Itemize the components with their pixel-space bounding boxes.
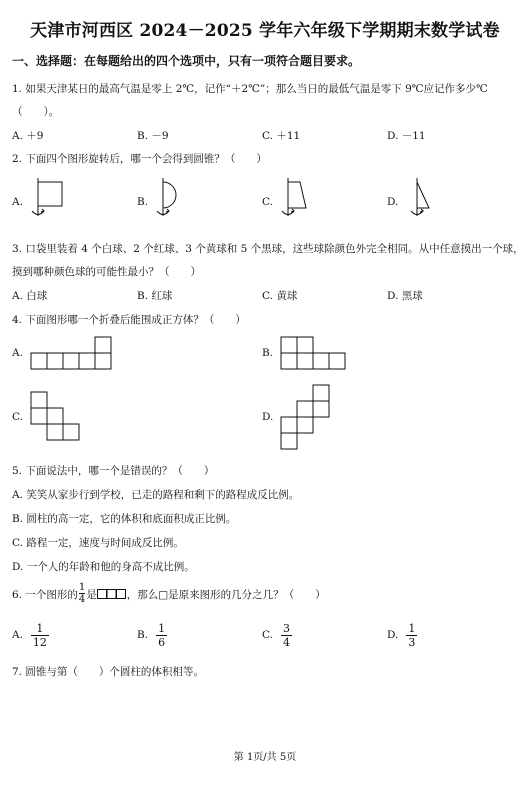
rotation-triangle-figure bbox=[405, 176, 445, 220]
question-4-option-b-label: B. bbox=[262, 347, 274, 359]
question-6-option-a bbox=[12, 620, 49, 650]
question-2-option-d-label: D. bbox=[387, 196, 399, 208]
question-1-text: 1. 如果天津某日的最高气温是零上 2℃，记作“＋2℃”；那么当日的最低气温是零下 9℃应记作多少℃ bbox=[12, 83, 488, 95]
question-5-option-d: D. 一个人的年龄和他的身高不成比例。 bbox=[12, 561, 195, 573]
question-4-option-d-label: D. bbox=[262, 411, 274, 423]
cube-net-c bbox=[30, 391, 82, 443]
rotation-semicircle-figure bbox=[155, 176, 195, 220]
question-6-middle: 是 bbox=[86, 588, 97, 601]
three-squares-figure bbox=[97, 589, 127, 599]
numerator: 1 bbox=[36, 621, 44, 635]
question-3-option-c: C. 黄球 bbox=[262, 290, 298, 302]
section-heading: 一、选择题：在每题给出的四个选项中，只有一项符合题目要求。 bbox=[12, 54, 361, 68]
question-2-text: 2. 下面四个图形旋转后，哪一个会得到圆锥？（ ） bbox=[12, 153, 267, 165]
question-4-text: 4. 下面图形哪一个折叠后能围成正方体？（ ） bbox=[12, 314, 246, 326]
question-3-option-a: A. 白球 bbox=[12, 290, 48, 302]
cube-net-b bbox=[280, 336, 346, 372]
question-1-blank: （ ）。 bbox=[12, 106, 60, 118]
page-footer: 第 1页/共 5页 bbox=[233, 752, 297, 763]
question-7-text: 7. 圆锥与第（ ）个圆柱的体积相等。 bbox=[12, 666, 204, 678]
option-label: D. bbox=[387, 629, 399, 641]
question-1-option-b: B. －9 bbox=[137, 130, 169, 142]
question-5-text: 5. 下面说法中，哪一个是错误的？（ ） bbox=[12, 465, 215, 477]
option-fraction bbox=[31, 623, 49, 648]
question-6-prefix: 6. 一个图形的 bbox=[12, 588, 78, 601]
question-3-option-b: B. 红球 bbox=[137, 290, 173, 302]
question-3-text-continued: 摸到哪种颜色球的可能性最小？（ ） bbox=[12, 266, 201, 278]
option-label: B. bbox=[137, 629, 149, 641]
question-4-option-a-label: A. bbox=[12, 347, 23, 359]
option-label: C. bbox=[262, 629, 273, 641]
question-6-option-d bbox=[387, 620, 417, 650]
question-5-option-a: A. 笑笑从家步行到学校，已走的路程和剩下的路程成反比例。 bbox=[12, 489, 300, 501]
option-label: A. bbox=[12, 629, 23, 641]
question-6-text bbox=[12, 580, 326, 608]
numerator: 1 bbox=[158, 621, 166, 635]
question-6-fraction-numerator: 1 bbox=[78, 582, 86, 593]
question-5-option-b: B. 圆柱的高一定，它的体积和底面积成正比例。 bbox=[12, 513, 237, 525]
question-6-option-c bbox=[262, 620, 292, 650]
cube-net-d bbox=[280, 384, 332, 450]
question-2-option-c-label: C. bbox=[262, 196, 273, 208]
question-1-option-a: A. ＋9 bbox=[12, 130, 44, 142]
denominator: 3 bbox=[408, 635, 416, 649]
question-1-option-c: C. ＋11 bbox=[262, 130, 301, 142]
question-3-text: 3. 口袋里装着 4 个白球、2 个红球、3 个黄球和 5 个黑球，这些球除颜色外完全相同。从中任意摸出一个球， bbox=[12, 243, 524, 255]
denominator: 6 bbox=[158, 635, 166, 649]
question-2-option-b-label: B. bbox=[137, 196, 149, 208]
question-6-suffix: ，那么□是原来图形的几分之几？（ ） bbox=[126, 588, 326, 601]
question-1-option-d: D. －11 bbox=[387, 130, 426, 142]
denominator: 4 bbox=[283, 635, 290, 649]
question-6-fraction-denominator: 4 bbox=[78, 594, 86, 605]
question-4-option-c-label: C. bbox=[12, 411, 23, 423]
numerator: 3 bbox=[283, 621, 290, 635]
option-fraction bbox=[406, 623, 417, 648]
denominator: 12 bbox=[32, 635, 47, 649]
page-title: 天津市河西区 2024－2025 学年六年级下学期期末数学试卷 bbox=[30, 21, 500, 41]
rotation-trapezoid-figure bbox=[280, 176, 320, 220]
question-2-option-a-label: A. bbox=[12, 196, 23, 208]
question-6-fraction bbox=[79, 583, 85, 605]
question-5-option-c: C. 路程一定，速度与时间成反比例。 bbox=[12, 537, 184, 549]
question-3-option-d: D. 黑球 bbox=[387, 290, 423, 302]
numerator: 1 bbox=[408, 621, 416, 635]
option-fraction bbox=[156, 623, 167, 648]
question-6-option-b bbox=[137, 620, 167, 650]
option-fraction bbox=[281, 623, 292, 648]
rotation-square-figure bbox=[30, 176, 70, 220]
cube-net-a bbox=[30, 336, 112, 372]
